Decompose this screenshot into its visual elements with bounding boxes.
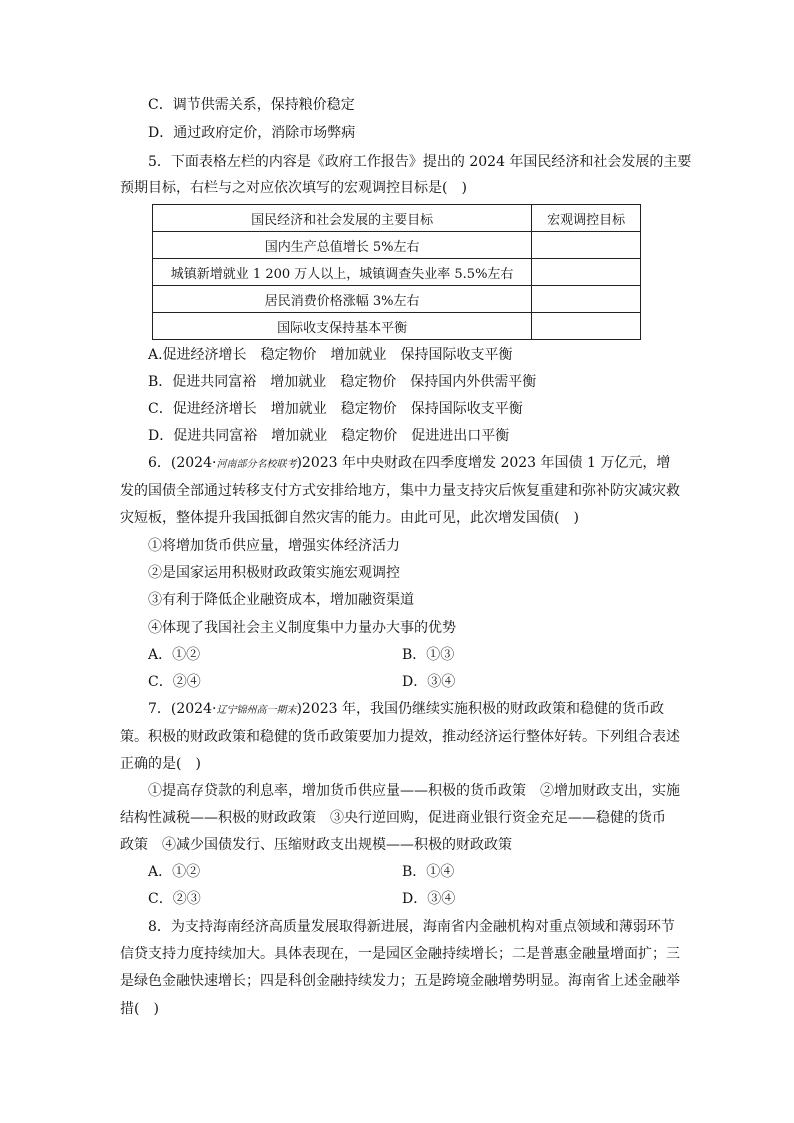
table-cell-goal: 城镇新增就业 1 200 万人以上，城镇调查失业率 5.5%左右	[153, 259, 532, 286]
q7-option-d: D．③④	[402, 891, 456, 907]
q5-stem-line1: 5．下面表格左栏的内容是《政府工作报告》提出的 2024 年国民经济和社会发展的主要	[148, 154, 692, 170]
q7-stem-line3: 正确的是( )	[120, 756, 201, 772]
q6-stem-line1-rest: )2023 年中央财政在四季度增发 2023 年国债 1 万亿元，增	[296, 455, 671, 471]
q7-body-line1: ①提高存贷款的利息率，增加货币供应量——积极的货币政策 ②增加财政支出，实施	[148, 783, 680, 799]
q8-stem-line3: 是绿色金融快速增长；四是科创金融持续发力；五是跨境金融增势明显。海南省上述金融举	[120, 973, 680, 989]
q5-stem-line2: 预期目标，右栏与之对应依次填写的宏观调控目标是( )	[120, 180, 467, 196]
q4-option-c: C．调节供需关系，保持粮价稳定	[148, 97, 355, 113]
q7-option-b: B．①④	[402, 864, 455, 880]
q5-option-a: A.促进经济增长 稳定物价 增加就业 保持国际收支平衡	[148, 347, 513, 363]
q6-option-a: A．①②	[148, 647, 201, 663]
q8-stem-line4: 措( )	[120, 1001, 159, 1017]
table-cell-empty	[532, 286, 641, 313]
q6-item-1: ①将增加货币供应量，增强实体经济活力	[148, 538, 400, 554]
q7-stem-line1-rest: )2023 年，我国仍继续实施积极的财政政策和稳健的货币政	[296, 701, 664, 717]
q7-stem-line2: 策。积极的财政政策和稳健的货币政策要加力提效，推动经济运行整体好转。下列组合表述	[120, 729, 680, 745]
q6-number: 6．(2024·	[148, 455, 217, 471]
table-header-left: 国民经济和社会发展的主要目标	[153, 205, 532, 232]
table-cell-empty	[532, 232, 641, 259]
q7-number: 7．(2024·	[148, 701, 217, 717]
q5-goals-table	[152, 204, 641, 340]
table-cell-empty	[532, 313, 641, 340]
q7-body-line2: 结构性减税——积极的财政政策 ③央行逆回购，促进商业银行资金充足——稳健的货币	[120, 810, 666, 826]
q6-stem-line1	[148, 453, 670, 475]
q5-option-b: B．促进共同富裕 增加就业 稳定物价 保持国内外供需平衡	[148, 374, 537, 390]
q6-source: 河南部分名校联考	[216, 459, 297, 470]
q6-option-c: C．②④	[148, 674, 201, 690]
table-row	[153, 286, 641, 313]
table-row	[153, 259, 641, 286]
q7-stem-line1	[148, 699, 664, 721]
q5-option-d: D．促进共同富裕 增加就业 稳定物价 促进进出口平衡	[148, 428, 510, 444]
q8-stem-line1: 8．为支持海南经济高质量发展取得新进展，海南省内金融机构对重点领域和薄弱环节	[148, 919, 675, 935]
table-cell-goal: 居民消费价格涨幅 3%左右	[153, 286, 532, 313]
q7-option-c: C．②③	[148, 891, 201, 907]
table-header-row	[153, 205, 641, 232]
q6-option-d: D．③④	[402, 674, 456, 690]
table-row	[153, 232, 641, 259]
q7-option-a: A．①②	[148, 864, 201, 880]
table-cell-goal: 国内生产总值增长 5%左右	[153, 232, 532, 259]
q6-item-4: ④体现了我国社会主义制度集中力量办大事的优势	[148, 620, 456, 636]
q6-item-3: ③有利于降低企业融资成本，增加融资渠道	[148, 592, 414, 608]
table-cell-goal: 国际收支保持基本平衡	[153, 313, 532, 340]
q5-option-c: C．促进经济增长 增加就业 稳定物价 保持国际收支平衡	[148, 401, 523, 417]
table-row	[153, 313, 641, 340]
q7-source: 辽宁锦州高一期末	[216, 705, 297, 716]
q6-stem-line2: 发的国债全部通过转移支付方式安排给地方，集中力量支持灾后恢复重建和弥补防灾减灾救	[120, 483, 680, 499]
q6-option-b: B．①③	[402, 647, 455, 663]
q7-body-line3: 政策 ④减少国债发行、压缩财政支出规模——积极的财政政策	[120, 837, 512, 853]
q6-item-2: ②是国家运用积极财政政策实施宏观调控	[148, 565, 400, 581]
q8-stem-line2: 信贷支持力度持续加大。具体表现在，一是园区金融持续增长；二是普惠金融量增面扩；三	[120, 946, 680, 962]
q4-option-d: D．通过政府定价，消除市场弊病	[148, 125, 356, 141]
q6-stem-line3: 灾短板，整体提升我国抵御自然灾害的能力。由此可见，此次增发国债( )	[120, 510, 579, 526]
table-cell-empty	[532, 259, 641, 286]
table-header-right: 宏观调控目标	[532, 205, 641, 232]
